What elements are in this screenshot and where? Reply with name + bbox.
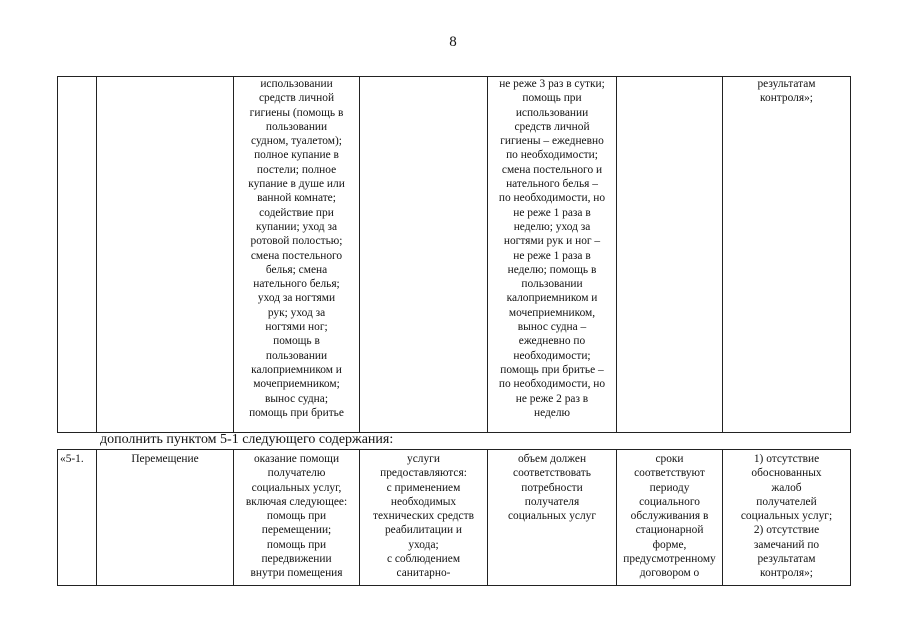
cell-text-line: перемещении; — [261, 524, 332, 537]
cell-text-line: по необходимости, но — [498, 378, 606, 391]
cell-text-line: вынос судна; — [264, 392, 328, 405]
cell-text-line: мочеприемником; — [253, 378, 340, 391]
cell-text-line: пользовании — [265, 120, 328, 133]
cell-text-line: помощь при бритье – — [500, 363, 604, 376]
table-row — [58, 77, 851, 433]
service-table-new-item — [57, 449, 851, 586]
cell-text-line: мочеприемником, — [508, 306, 596, 319]
cell-text-line: замечаний по — [753, 538, 820, 551]
section-caption: дополнить пунктом 5-1 следующего содержания: — [100, 432, 394, 447]
cell-text-line: ногтями ног; — [265, 321, 328, 334]
cell-text-line: помощь в — [273, 335, 320, 348]
cell-text-line: ежедневно по — [518, 335, 586, 348]
cell-text-line: социального — [639, 495, 700, 508]
cell-text-line: жалоб — [771, 481, 802, 494]
cell-text-line: не реже 1 раза в — [513, 249, 591, 262]
cell-service-name — [97, 450, 234, 586]
cell-text-line: вынос судна – — [517, 321, 587, 334]
cell-text-line: судном, туалетом); — [251, 135, 342, 148]
cell-text-line: необходимости; — [513, 349, 591, 362]
cell-conditions — [360, 450, 488, 586]
cell-text-line: ухода; — [408, 538, 439, 551]
cell-text-line: обоснованных — [751, 467, 822, 480]
cell-volume — [488, 450, 617, 586]
cell-text-line: оказание помощи — [253, 453, 340, 465]
cell-text-line: помощь при — [522, 92, 582, 105]
cell-service-content — [234, 450, 360, 586]
cell-text-line: форме, — [652, 538, 687, 551]
cell-text-line: 1) отсутствие — [753, 453, 820, 465]
cell-service-content — [234, 77, 360, 433]
cell-text-line: соответствовать — [513, 467, 591, 480]
cell-text-line: ротовой полостью; — [250, 235, 343, 248]
cell-text-line: нательного белья; — [253, 278, 340, 291]
cell-text-line: результатам — [757, 553, 816, 566]
cell-text-line: использовании — [515, 106, 589, 119]
cell-text-line: передвижении — [261, 553, 332, 566]
cell-terms — [617, 77, 723, 433]
cell-text-line: 2) отсутствие — [753, 524, 820, 537]
cell-text-line: нательного белья – — [506, 178, 598, 191]
cell-text-line: не реже 2 раз в — [515, 392, 589, 405]
cell-text-line: ванной комнате; — [257, 192, 336, 205]
cell-text-line: не реже 3 раз в сутки; — [499, 78, 605, 90]
cell-text-line: калоприемником и — [251, 363, 342, 376]
cell-text-line: санитарно- — [396, 567, 451, 580]
cell-text-line: реабилитации и — [384, 524, 463, 537]
cell-text-line: соответствуют — [634, 467, 705, 480]
cell-text-line: пользовании — [521, 278, 583, 291]
cell-text-line: рук; уход за — [267, 306, 326, 319]
cell-text-line: периоду — [649, 481, 690, 494]
cell-text-line: белья; смена — [265, 263, 328, 276]
cell-number — [58, 450, 97, 586]
cell-text-line: полное купание в — [254, 149, 339, 162]
cell-text-line: постели; полное — [256, 163, 337, 176]
cell-text-line: социальных услуг; — [740, 510, 833, 523]
cell-text-line: внутри помещения — [250, 567, 343, 580]
cell-text-line: контроля»; — [760, 92, 813, 105]
table-row — [58, 450, 851, 586]
cell-text-line: неделю — [533, 406, 571, 419]
cell-text-line: по необходимости; — [506, 149, 598, 162]
cell-text-line: с применением — [386, 481, 461, 494]
cell-text-line: контроля»; — [760, 567, 813, 580]
cell-text-line: использовании — [260, 78, 333, 90]
cell-text-line: средств личной — [514, 120, 590, 133]
cell-terms — [617, 450, 723, 586]
cell-text-line: по необходимости, но — [498, 192, 606, 205]
cell-text-line: получателя — [524, 495, 580, 508]
service-name: Перемещение — [131, 453, 199, 465]
cell-text-line: необходимых — [390, 495, 457, 508]
cell-text-line: с соблюдением — [386, 553, 461, 566]
cell-text-line: технических средств — [373, 510, 474, 523]
cell-text-line: обслуживания в — [630, 510, 709, 523]
cell-text-line: ногтями рук и ног – — [503, 235, 601, 248]
cell-text-line: договором о — [639, 567, 700, 580]
cell-conditions — [360, 77, 488, 433]
cell-text-line: получателей — [756, 495, 817, 508]
cell-text-line: потребности — [521, 481, 583, 494]
cell-text-line: смена постельного — [250, 249, 343, 262]
cell-quality-indicators — [723, 77, 851, 433]
cell-text-line: смена постельного и — [501, 163, 603, 176]
cell-text-line: гигиены (помощь в — [249, 106, 344, 119]
service-table-continued — [57, 76, 851, 433]
cell-text-line: помощь при бритье — [249, 406, 344, 419]
cell-text-line: помощь при — [266, 510, 327, 523]
cell-text-line: калоприемником и — [506, 292, 598, 305]
cell-text-line: стационарной — [635, 524, 704, 537]
cell-service-name — [97, 77, 234, 433]
cell-text-line: гигиены – ежедневно — [500, 135, 604, 148]
cell-text-line: социальных услуг — [507, 510, 597, 523]
cell-text-line: результатам — [757, 78, 816, 90]
cell-text-line: пользовании — [265, 349, 328, 362]
cell-text-line: неделю; уход за — [513, 220, 591, 233]
cell-volume — [488, 77, 617, 433]
cell-text-line: купание в душе или — [248, 178, 345, 191]
page-number: 8 — [449, 34, 457, 50]
item-number: «5-1. — [60, 453, 84, 465]
cell-text-line: услуги — [407, 453, 440, 465]
cell-number — [58, 77, 97, 433]
cell-text-line: получателю — [267, 467, 326, 480]
cell-text-line: социальных услуг, — [251, 481, 342, 494]
cell-quality-indicators — [723, 450, 851, 586]
cell-text-line: объем должен — [517, 453, 587, 465]
cell-text-line: не реже 1 раза в — [513, 206, 591, 219]
cell-text-line: предусмотренному — [623, 553, 716, 566]
cell-text-line: помощь при — [266, 538, 327, 551]
cell-text-line: сроки — [655, 453, 684, 465]
cell-text-line: уход за ногтями — [257, 292, 336, 305]
cell-text-line: включая следующее: — [245, 495, 348, 508]
cell-text-line: предоставляются: — [380, 467, 467, 480]
cell-text-line: содействие при — [259, 206, 334, 219]
cell-text-line: купании; уход за — [255, 220, 338, 233]
cell-text-line: средств личной — [258, 92, 335, 105]
cell-text-line: неделю; помощь в — [507, 263, 597, 276]
